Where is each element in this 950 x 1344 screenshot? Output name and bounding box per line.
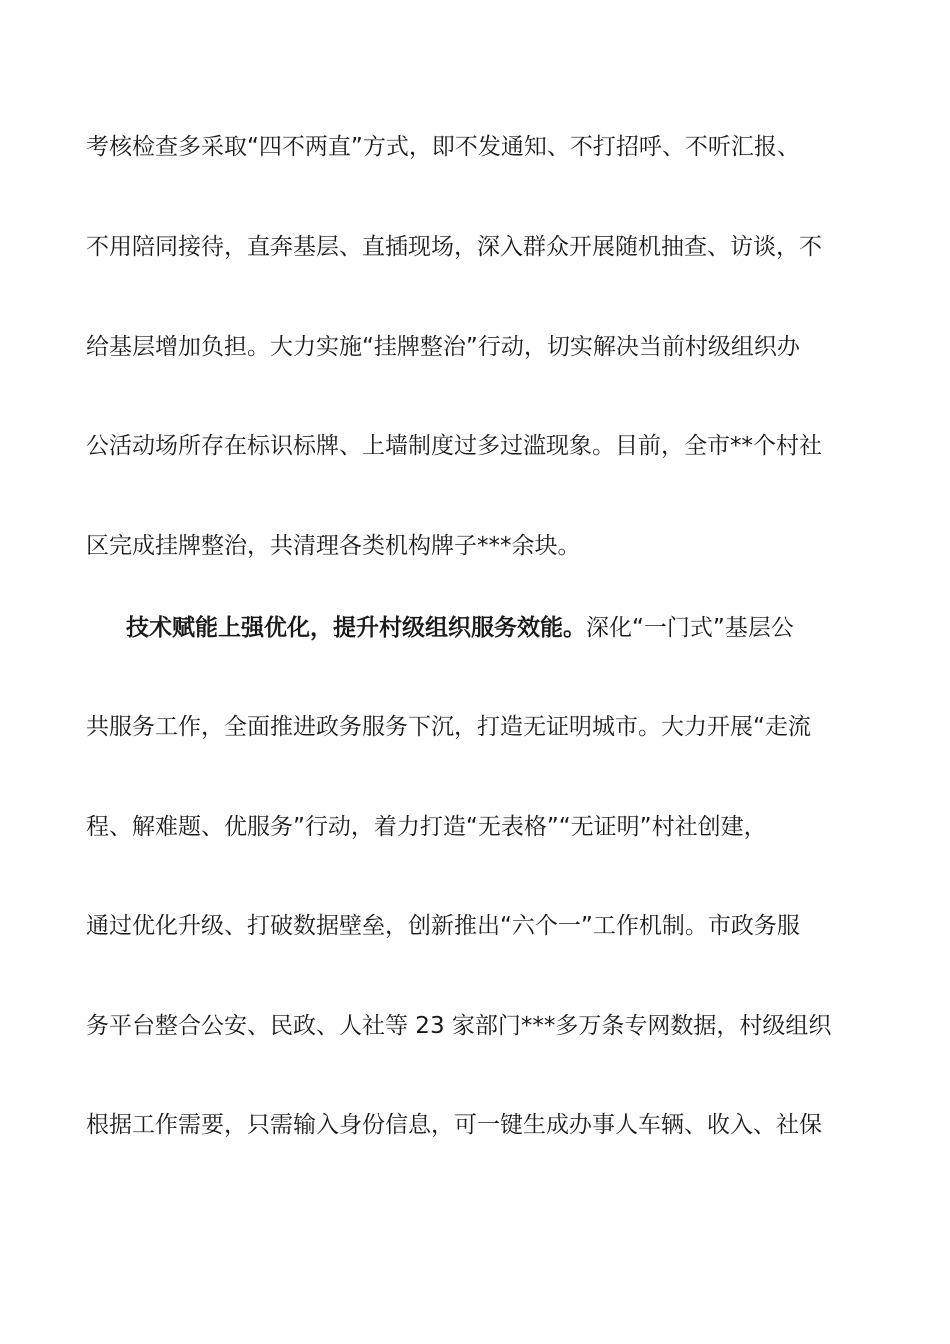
text-line: 给基层增加负担。大力实施“挂牌整治”行动，切实解决当前村级组织办 [86, 334, 800, 360]
text-line: 共服务工作，全面推进政务服务下沉，打造无证明城市。大力开展“走流 [86, 714, 811, 740]
text-line: 根据工作需要，只需输入身份信息，可一键生成办事人车辆、收入、社保 [86, 1112, 822, 1138]
paragraph-first-line-text: 深化“一门式”基层公 [586, 615, 794, 641]
text-line: 不用陪同接待，直奔基层、直插现场，深入群众开展随机抽查、访谈，不 [86, 234, 822, 260]
text-line: 务平台整合公安、民政、人社等 23 家部门***多万条专网数据，村级组织 [86, 1013, 832, 1039]
paragraph-first-line [126, 613, 866, 643]
text-line: 通过优化升级、打破数据壁垒，创新推出“六个一”工作机制。市政务服 [86, 913, 800, 939]
text-line: 程、解难题、优服务”行动，着力打造“无表格”“无证明”村社创建， [86, 814, 767, 840]
paragraph-heading: 技术赋能上强优化，提升村级组织服务效能。 [126, 615, 586, 641]
text-line: 公活动场所存在标识标牌、上墙制度过多过滥现象。目前，全市**个村社 [86, 433, 822, 459]
text-line: 考核检查多采取“四不两直”方式，即不发通知、不打招呼、不听汇报、 [86, 134, 800, 160]
text-line: 区完成挂牌整治，共清理各类机构牌子***余块。 [86, 533, 581, 559]
